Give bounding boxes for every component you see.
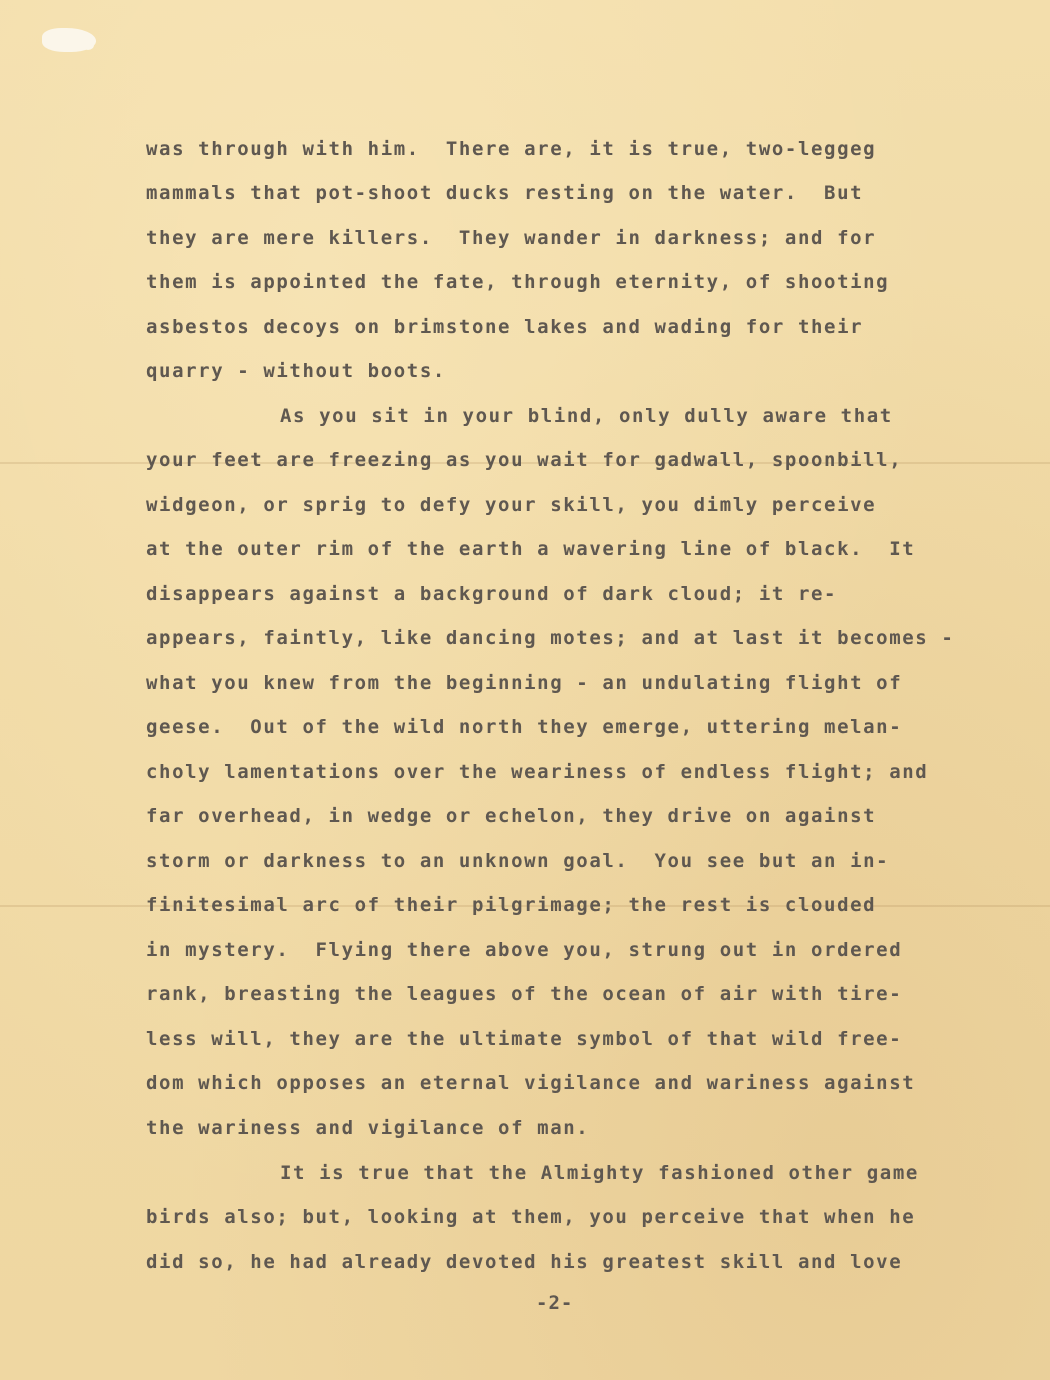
text-line: widgeon, or sprig to defy your skill, you dimly perceive <box>146 494 877 516</box>
page-number: -2- <box>536 1292 574 1314</box>
text-line: storm or darkness to an unknown goal. You see but an in- <box>146 850 890 872</box>
text-line: what you knew from the beginning - an undulating flight of <box>146 672 903 694</box>
text-line: your feet are freezing as you wait for gadwall, spoonbill, <box>146 449 903 471</box>
text-line: mammals that pot-shoot ducks resting on the water. But <box>146 182 864 204</box>
text-line: appears, faintly, like dancing motes; and at last it becomes - <box>146 627 955 649</box>
text-line: quarry - without boots. <box>146 360 446 382</box>
text-line: As you sit in your blind, only dully aware that <box>280 405 893 427</box>
text-line: geese. Out of the wild north they emerge, uttering melan- <box>146 716 903 738</box>
text-line: It is true that the Almighty fashioned other game <box>280 1162 919 1184</box>
text-line: was through with him. There are, it is true, two-leggeg <box>146 138 877 160</box>
text-line: the wariness and vigilance of man. <box>146 1117 590 1139</box>
text-line: far overhead, in wedge or echelon, they drive on against <box>146 805 877 827</box>
text-line: did so, he had already devoted his greatest skill and love <box>146 1251 903 1273</box>
text-line: in mystery. Flying there above you, strung out in ordered <box>146 939 903 961</box>
text-line: them is appointed the fate, through eternity, of shooting <box>146 271 890 293</box>
text-line: asbestos decoys on brimstone lakes and wading for their <box>146 316 864 338</box>
text-line: rank, breasting the leagues of the ocean of air with tire- <box>146 983 903 1005</box>
text-line: they are mere killers. They wander in darkness; and for <box>146 227 877 249</box>
text-line: choly lamentations over the weariness of endless flight; and <box>146 761 929 783</box>
text-line: birds also; but, looking at them, you perceive that when he <box>146 1206 916 1228</box>
paper-damage-mark-small <box>82 40 94 50</box>
text-line: disappears against a background of dark cloud; it re- <box>146 583 838 605</box>
text-line: dom which opposes an eternal vigilance and wariness against <box>146 1072 916 1094</box>
text-line: less will, they are the ultimate symbol of that wild free- <box>146 1028 903 1050</box>
text-line: at the outer rim of the earth a wavering line of black. It <box>146 538 916 560</box>
text-line: finitesimal arc of their pilgrimage; the rest is clouded <box>146 894 877 916</box>
